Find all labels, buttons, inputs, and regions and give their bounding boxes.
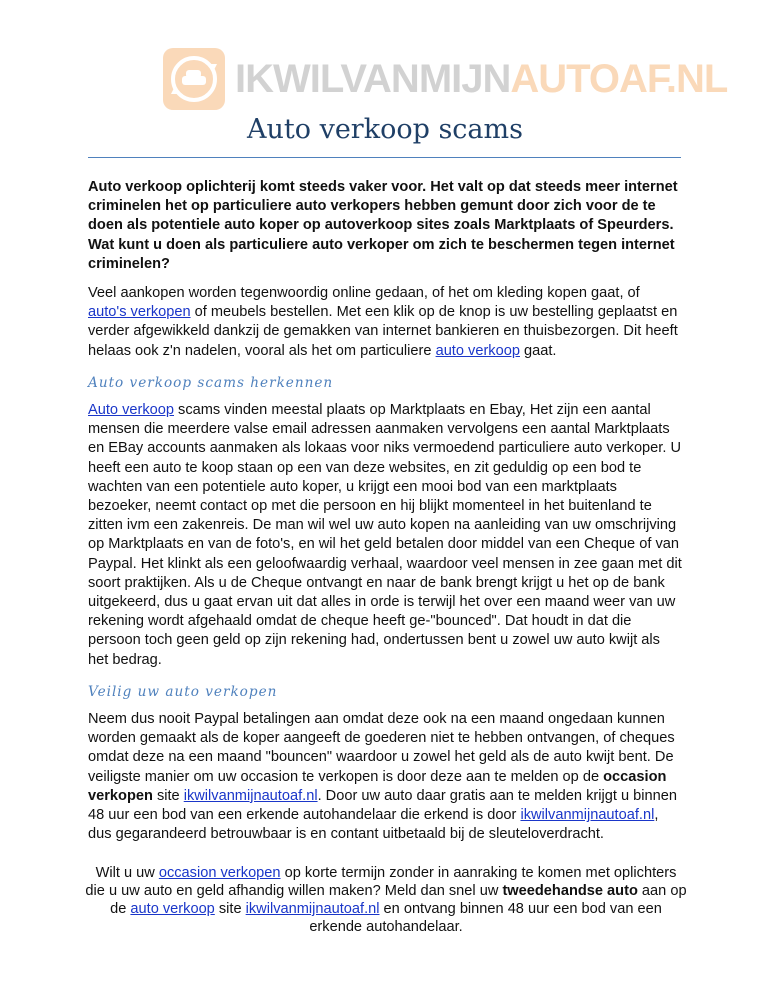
heading-scams-herkennen: Auto verkoop scams herkennen [88, 374, 334, 391]
footer-text-2: op korte termijn zonder in aanraking te komen met oplichters die u uw auto en geld afhandig willen maken? Meld dan snel uw [85, 865, 677, 899]
site-logo[interactable] [163, 46, 727, 112]
paragraph-online-purchases [88, 284, 682, 361]
p3-bold-occasion-verkopen: occasion verkopen [88, 768, 667, 804]
p1-text-3: gaat. [519, 342, 557, 359]
footer-text-5: en ontvang binnen 48 uur een bod van een erkende autohandelaar. [309, 901, 662, 935]
car-arrows-icon [163, 48, 225, 110]
link-auto-verkoop-2[interactable]: Auto verkoop [88, 402, 174, 419]
footer-bold-tweedehandse-auto: tweedehandse auto [502, 883, 638, 899]
logo-name-tld: .NL [665, 56, 728, 101]
p3-text-3: . Door uw auto daar gratis aan te melden krijgt u binnen 48 uur een bod van een erkende autohandelaar die erkend is door [88, 787, 677, 824]
logo-name-main: IKWILVANMIJN [235, 56, 511, 101]
link-site-1[interactable]: ikwilvanmijnautoaf.nl [183, 787, 318, 804]
article-body [88, 178, 682, 855]
p1-text-2: of meubels bestellen. Met een klik op de knop is uw bestelling geplaatst en verder afgewikkeld dankzij de gemakken van internet bankieren en thuisbezorgen. Dit heeft helaas ook z'n nadelen, vooral als het om particuliere [88, 304, 678, 359]
link-auto-verkoop[interactable]: auto verkoop [435, 342, 520, 359]
footer-text-3: aan op de [110, 883, 687, 917]
footer-link-site[interactable]: ikwilvanmijnautoaf.nl [245, 901, 380, 917]
paragraph-scams [88, 401, 682, 670]
p3-text-1: Neem dus nooit Paypal betalingen aan omdat deze ook na een maand ongedaan kunnen worden gemaakt als de koper aangeeft de goederen niet te hebben ontvangen, of cheques omdat deze na een maand "bouncen" waardoor u zowel het geld als de auto kwijt bent. De veiligste manier om uw occasion te verkopen is door deze aan te melden op de [88, 711, 675, 785]
footer-link-occasion-verkopen[interactable]: occasion verkopen [158, 865, 281, 881]
footer-text-1: Wilt u uw [95, 865, 159, 881]
p2-text-1: scams vinden meestal plaats op Marktplaats en Ebay, Het zijn een aantal mensen die meerdere valse email adressen aanmaken vervolgens een aantal Marktplaats en EBay accounts aanmaken als lokaas voor niks vermoedend particuliere auto verkoper. U heeft een auto te koop staan op een van deze websites, en zit geduldig op een bod te wachten van een potentiele auto koper, u krijgt een mooi bod van een marktplaats bezoeker, neemt contact op met die persoon en hij blijkt momenteel in het buitenland te zitten ivm een zakenreis. De man wil wel uw auto kopen na aanleiding van uw omschrijving op Marktplaats en van de foto's, en wil het geld betalen door middel van een Cheque of van Paypal. Het klinkt als een geloofwaardig verhaal, waardoor veel mensen in zee gaan met dit soort praktijken. Als u de Cheque ontvangt en naar de bank brengt krijgt u het op de bank uitgekeerd, dus u gaat ervan uit dat alles in orde is terwijl het over een maand weer van uw rekening wordt afgehaald omdat de cheque heeft ge-"bounced". Dat houdt in dat die persoon toch geen geld op zijn rekening had, ondertussen bent u zowel uw auto kwijt als het bedrag. [88, 402, 682, 668]
logo-wordmark [235, 57, 727, 102]
heading-veilig-verkopen: Veilig uw auto verkopen [88, 683, 278, 700]
p1-text-1: Veel aankopen worden tegenwoordig online gedaan, of het om kleding kopen gaat, of [88, 285, 640, 302]
intro-paragraph: Auto verkoop oplichterij komt steeds vaker voor. Het valt op dat steeds meer internet criminelen het op particuliere auto verkopers hebben gemunt door zich voor de te doen als potentiele auto koper op autoverkoop sites zoals Marktplaats of Speurders. Wat kunt u doen als particuliere auto verkoper om zich te beschermen tegen internet criminelen? [88, 179, 678, 272]
link-site-2[interactable]: ikwilvanmijnautoaf.nl [520, 807, 655, 824]
footer-callout [84, 864, 688, 936]
p3-text-2: site [152, 787, 184, 804]
link-autos-verkopen[interactable]: auto's verkopen [88, 304, 191, 321]
paragraph-safe-selling [88, 710, 682, 844]
page-title: Auto verkoop scams [247, 114, 523, 145]
title-divider [88, 157, 681, 158]
p3-text-4: , dus gegarandeerd betrouwbaar is en contant uitbetaald bij de sleuteloverdracht. [88, 807, 659, 843]
logo-name-accent: AUTOAF [510, 56, 666, 101]
footer-link-auto-verkoop[interactable]: auto verkoop [130, 901, 215, 917]
footer-text-4: site [214, 901, 246, 917]
